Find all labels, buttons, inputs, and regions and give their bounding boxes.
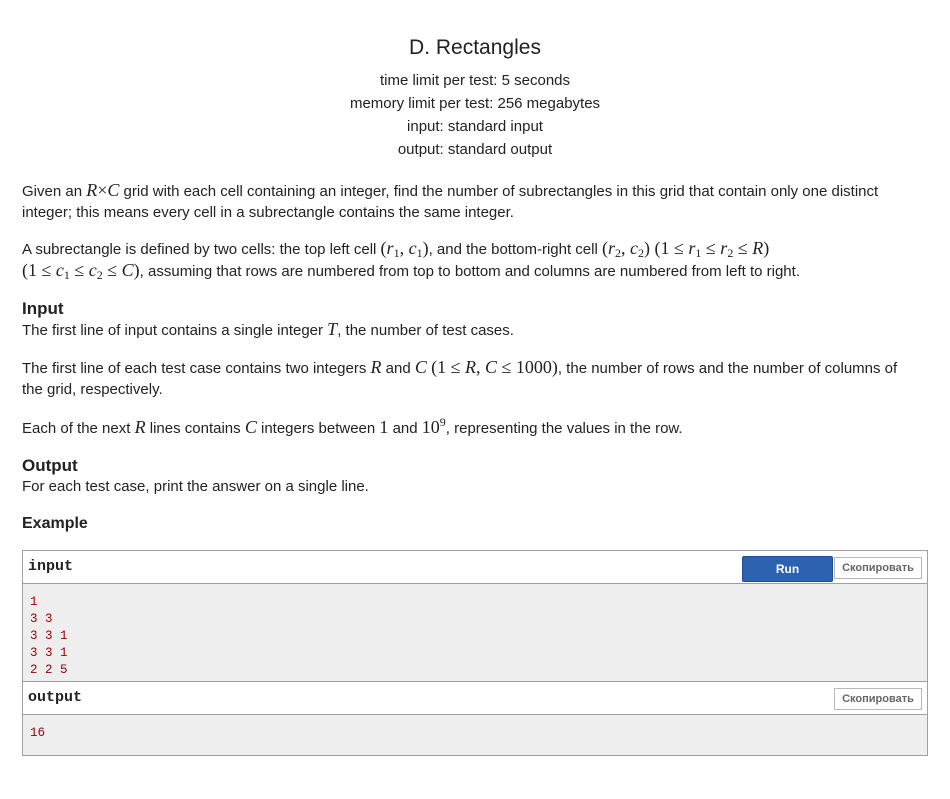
memory-limit: memory limit per test: 256 megabytes: [349, 95, 601, 112]
input-paragraph-2: The first line of each test case contains two integers R and C (1 ≤ R, C ≤ 1000), the number of rows and the number of columns of the grid, respectively.: [22, 357, 898, 398]
input-line: 2 2 5: [30, 663, 68, 677]
output-line: 16: [30, 726, 46, 740]
example-input-content[interactable]: [23, 584, 927, 681]
input-paragraph-1: The first line of input contains a single integer T, the number of test cases.: [22, 319, 514, 339]
input-line: 3 3 1: [30, 646, 68, 660]
example-title: Example: [22, 515, 88, 532]
example-input-header: [23, 551, 927, 584]
input-line: 1: [30, 595, 38, 609]
problem-statement: [22, 180, 922, 533]
input-line: 3 3 1: [30, 629, 68, 643]
input-spec: input: standard input: [407, 118, 543, 135]
copy-input-button[interactable]: Скопировать: [834, 557, 922, 579]
output-spec: output: standard output: [397, 141, 553, 158]
input-label: input: [28, 558, 74, 575]
time-limit: time limit per test: 5 seconds: [379, 72, 571, 89]
output-label: output: [28, 689, 83, 706]
run-button[interactable]: Run: [742, 556, 833, 582]
copy-output-button[interactable]: Скопировать: [834, 688, 922, 710]
output-section-title: Output: [22, 456, 78, 475]
example-output-header: [23, 681, 927, 715]
example-output-content[interactable]: [23, 715, 927, 755]
example-block: [22, 550, 928, 756]
input-paragraph-3: Each of the next R lines contains C integers between 1 and $10^9$, representing the values in the row.: [22, 415, 683, 437]
output-paragraph-1: For each test case, print the answer on a single line.: [22, 478, 369, 495]
input-line: 3 3: [30, 612, 53, 626]
problem-header: [0, 0, 950, 161]
input-section-title: Input: [22, 299, 64, 318]
problem-title: D. Rectangles: [409, 36, 541, 59]
example-input-box: [22, 550, 928, 756]
statement-paragraph-1: Given an R×C grid with each cell containing an integer, find the number of subrectangles in this grid that contain only one distinct integer; this means every cell in a subrectangle contains the same integer.: [22, 180, 879, 221]
statement-paragraph-2: A subrectangle is defined by two cells: the top left cell ($r_1$, $c_1$), and the bottom-right cell ($r_2$, $c_2$) $(1 \le r_1 \le r_2 \le R)$ $(1 \le c_1 \le c_2 \le C)$, assuming that rows are numbered from top to bottom and columns are numbered from left to right.: [22, 238, 800, 282]
